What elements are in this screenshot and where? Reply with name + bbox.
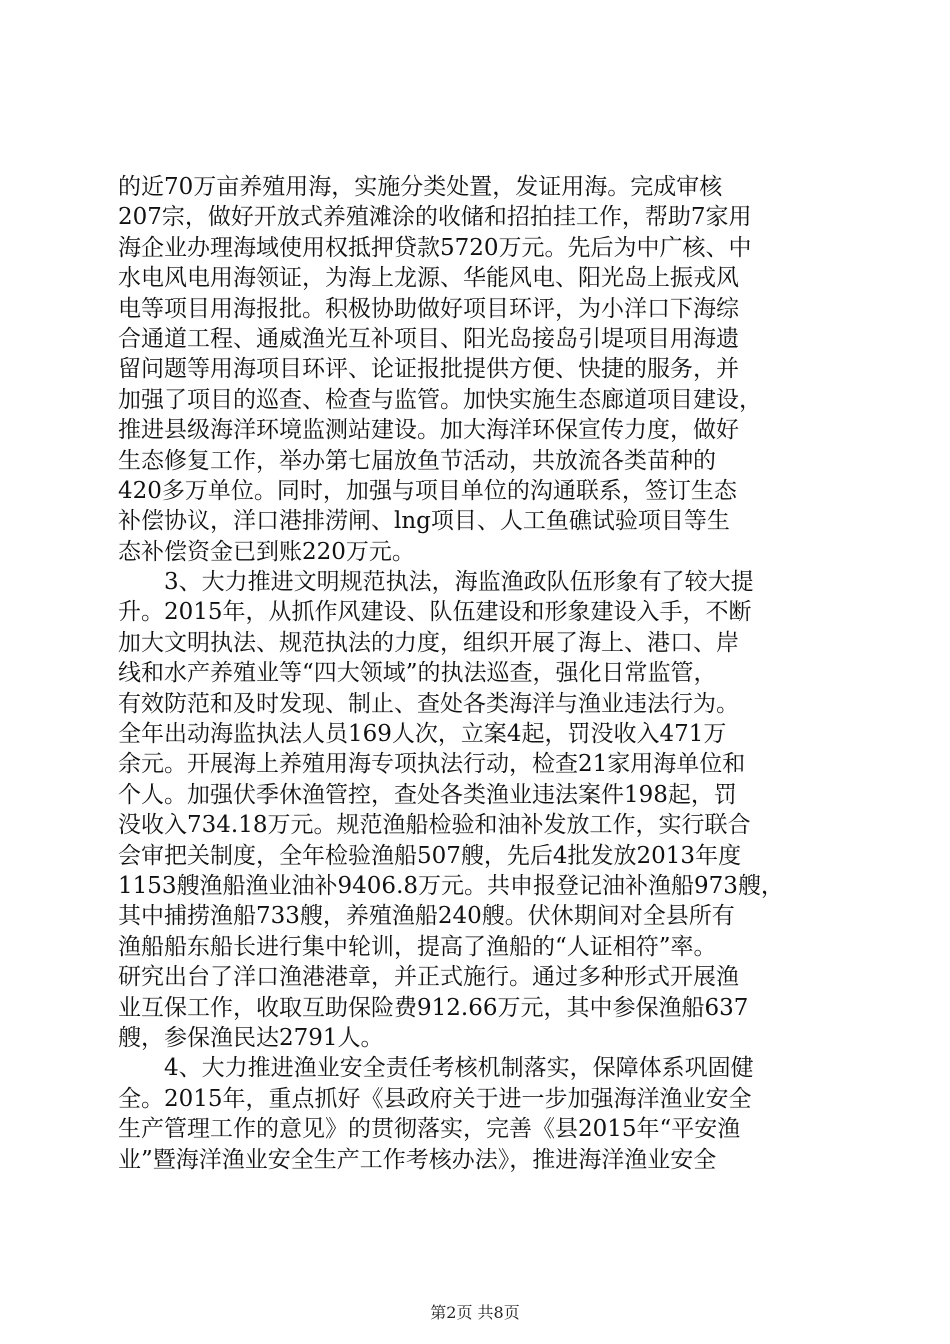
text-line: 水电风电用海领证，为海上龙源、华能风电、阳光岛上振戎风 — [118, 265, 739, 292]
text-line: 线和水产养殖业等“四大领域”的执法巡查，强化日常监管， — [118, 660, 717, 687]
text-line: 1153艘渔船渔业油补9406.8万元。共申报登记油补渔船973艘， — [118, 872, 784, 899]
text-line: 态补偿资金已到账220万元。 — [118, 538, 415, 565]
text-line: 合通道工程、通威渔光互补项目、阳光岛接岛引堤项目用海遗 — [118, 325, 739, 352]
body-text — [118, 172, 834, 1175]
text-line: 个人。加强伏季休渔管控，查处各类渔业违法案件198起，罚 — [118, 781, 737, 808]
text-line: 业”暨海洋渔业安全生产工作考核办法》，推进海洋渔业安全 — [118, 1146, 717, 1173]
text-line: 420多万单位。同时，加强与项目单位的沟通联系，签订生态 — [118, 477, 737, 504]
text-line: 加强了项目的巡查、检查与监管。加快实施生态廊道项目建设， — [118, 386, 762, 413]
text-line: 207宗，做好开放式养殖滩涂的收储和招拍挂工作，帮助7家用 — [118, 204, 752, 231]
text-line: 渔船船东船长进行集中轮训，提高了渔船的“人证相符”率。 — [118, 933, 717, 960]
text-line: 留问题等用海项目环评、论证报批提供方便、快捷的服务，并 — [118, 356, 739, 383]
text-line: 的近70万亩养殖用海，实施分类处置，发证用海。完成审核 — [118, 174, 723, 200]
text-line: 没收入734.18万元。规范渔船检验和油补发放工作，实行联合 — [118, 812, 751, 839]
text-line: 电等项目用海报批。积极协助做好项目环评，为小洋口下海综 — [118, 295, 739, 322]
text-line: 会审把关制度，全年检验渔船507艘，先后4批发放2013年度 — [118, 842, 742, 869]
text-line: 生产管理工作的意见》的贯彻落实，完善《县2015年“平安渔 — [118, 1116, 741, 1143]
text-line: 全年出动海监执法人员169人次，立案4起，罚没收入471万 — [118, 721, 727, 748]
paragraph-start-line: 3、大力推进文明规范执法，海监渔政队伍形象有了较大提 — [118, 569, 754, 596]
text-line: 海企业办理海域使用权抵押贷款5720万元。先后为中广核、中 — [118, 234, 752, 261]
text-line: 其中捕捞渔船733艘，养殖渔船240艘。伏休期间对全县所有 — [118, 903, 735, 930]
paragraph-start-line: 4、大力推进渔业安全责任考核机制落实，保障体系巩固健 — [118, 1055, 754, 1082]
text-line: 业互保工作，收取互助保险费912.66万元，其中参保渔船637 — [118, 994, 749, 1021]
text-line: 研究出台了洋口渔港港章，并正式施行。通过多种形式开展渔 — [118, 964, 739, 991]
page-number-footer: 第2页 共8页 — [430, 1303, 520, 1322]
text-line: 推进县级海洋环境监测站建设。加大海洋环保宣传力度，做好 — [118, 417, 739, 444]
text-line: 全。2015年，重点抓好《县政府关于进一步加强海洋渔业安全 — [118, 1085, 752, 1112]
text-line: 升。2015年，从抓作风建设、队伍建设和形象建设入手，不断 — [118, 599, 752, 626]
text-line: 补偿协议，洋口港排涝闸、lng项目、人工鱼礁试验项目等生 — [118, 508, 730, 535]
text-line: 有效防范和及时发现、制止、查处各类海洋与渔业违法行为。 — [118, 690, 739, 717]
text-line: 加大文明执法、规范执法的力度，组织开展了海上、港口、岸 — [118, 629, 739, 656]
text-line: 生态修复工作，举办第七届放鱼节活动，共放流各类苗种的 — [118, 447, 716, 474]
text-line: 余元。开展海上养殖用海专项执法行动，检查21家用海单位和 — [118, 751, 746, 778]
text-line: 艘，参保渔民达2791人。 — [118, 1024, 384, 1051]
